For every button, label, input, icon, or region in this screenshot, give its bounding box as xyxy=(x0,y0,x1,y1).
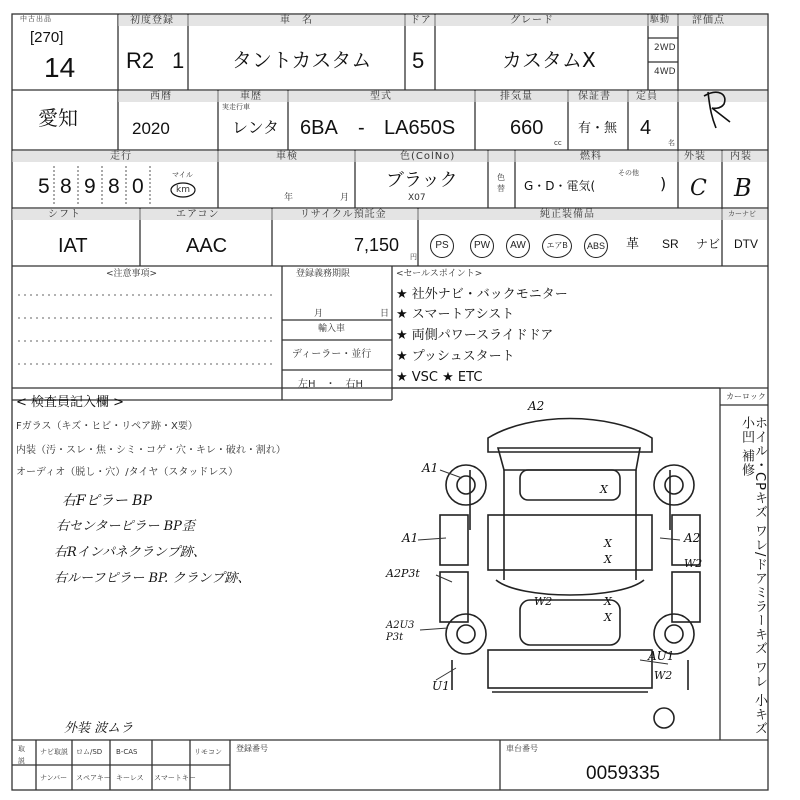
model-year: 2020 xyxy=(132,119,170,138)
mileage-unit: km xyxy=(176,185,190,195)
equip-airbag: エアB xyxy=(542,234,572,258)
fuel-other-label: その他 xyxy=(618,169,639,177)
footer-navi-manual: ナビ取説 xyxy=(40,748,68,756)
mileage-label: 走行 xyxy=(110,151,132,162)
purpose-label: 車歴 xyxy=(240,91,262,102)
drive-2wd: 2WD xyxy=(654,43,676,53)
first-reg-label: 初度登録 xyxy=(130,15,174,26)
ac-label: エアコン xyxy=(176,209,220,220)
notes-label: <注意事項> xyxy=(106,269,158,279)
reg-period-label: 登録義務期限 xyxy=(296,269,351,279)
footer-reg-label: 登録番号 xyxy=(236,744,268,753)
model-code: LA650S xyxy=(384,117,456,139)
inspector-note-1: 右Fピラー BP xyxy=(62,493,152,509)
footer-smart-key: スマートキー xyxy=(154,774,196,782)
mark-x-2: X xyxy=(604,537,612,550)
footer-left-label: 取 xyxy=(18,745,25,753)
exterior-label: 外装 xyxy=(684,151,706,162)
vin-number: 0059335 xyxy=(586,763,660,784)
navi-label: カーナビ xyxy=(728,210,756,218)
fuel-close: ) xyxy=(660,174,667,193)
equip-ps: PS xyxy=(430,234,454,258)
equip-aw: AW xyxy=(506,234,530,258)
mark-right-rear: AU1 xyxy=(648,649,675,663)
mark-x-1: X xyxy=(600,483,608,496)
shift: IAT xyxy=(58,235,88,257)
inspector-note-3: 右Rインパネクランプ跡、 xyxy=(54,545,206,560)
doors: 5 xyxy=(412,48,425,73)
grade: カスタムX xyxy=(502,48,596,72)
displacement-label: 排気量 xyxy=(500,91,533,102)
mileage-digit-4: 8 xyxy=(108,175,120,198)
capacity: 4 xyxy=(640,117,652,139)
mark-right-rear2: W2 xyxy=(654,669,673,682)
mileage-unit-top: マイル xyxy=(172,171,193,179)
mark-top: A2 xyxy=(528,399,545,413)
footer-vin-label: 車台番号 xyxy=(506,744,538,753)
equip-tv: DTV xyxy=(734,237,758,251)
sales-point-3: ★ 両側パワースライドドア xyxy=(396,328,554,343)
equip-abs: ABS xyxy=(584,234,608,258)
color-change-label: 色替 xyxy=(497,173,505,193)
mileage-digit-3: 9 xyxy=(84,175,96,198)
model-label: 型式 xyxy=(370,91,392,102)
recycle-unit: 円 xyxy=(410,253,417,261)
ac: AAC xyxy=(186,235,228,257)
import-options: ディーラー・並行 xyxy=(292,349,372,360)
inspection-year-unit: 年 xyxy=(284,193,294,203)
import-label: 輸入車 xyxy=(318,324,346,334)
inspector-note-4: 右ルーフピラー BP. クランプ跡、 xyxy=(54,571,251,586)
inspector-audio-tire: オーディオ（脱し・穴）/タイヤ（スタッドレス） xyxy=(16,467,239,478)
fuel-label: 燃料 xyxy=(580,151,602,162)
color-label: 色(ColNo) xyxy=(400,151,456,162)
warranty: 有・無 xyxy=(578,121,618,136)
purpose-note: 実走行車 xyxy=(222,103,250,111)
color: ブラック xyxy=(386,170,458,191)
footer-number: ナンバー xyxy=(40,774,68,782)
drive-4wd: 4WD xyxy=(654,67,676,77)
inspector-glass: Fガラス（キズ・ヒビ・リペア跡・X要） xyxy=(16,421,198,432)
inspector-note-5: 外装 波ムラ xyxy=(64,721,134,736)
color-no: X07 xyxy=(408,193,426,203)
mark-left-bottom: U1 xyxy=(432,679,450,693)
side-panel-label: カーロック xyxy=(726,392,766,401)
recycle-label: リサイクル預託金 xyxy=(300,209,387,220)
inspector-note-2: 右センターピラー BP歪 xyxy=(56,519,195,534)
mark-left-front: A1 xyxy=(422,461,439,475)
score xyxy=(700,96,701,97)
inspector-title: < 検査員記入欄 > xyxy=(16,395,125,410)
recycle-fee: 7,150 xyxy=(354,235,400,255)
fuel: G・D・電気( xyxy=(524,179,596,193)
reg-month-unit: 月 xyxy=(314,309,324,319)
lot-number: 14 xyxy=(44,52,76,83)
car-name-label: 車 名 xyxy=(280,15,313,26)
model-dash: - xyxy=(358,117,365,139)
model-prefix: 6BA xyxy=(300,117,338,139)
interior-grade: B xyxy=(734,174,752,202)
shift-label: シフト xyxy=(48,209,81,220)
mark-center: W2 xyxy=(534,595,553,608)
footer-bcas: B-CAS xyxy=(116,748,138,756)
reg-era: R2 xyxy=(126,48,155,73)
door-label: ドア xyxy=(410,15,432,26)
capacity-label: 定員 xyxy=(636,91,658,102)
sales-point-label: <セールスポイント> xyxy=(396,269,483,279)
mark-x-3: X xyxy=(604,553,612,566)
year-label: 西暦 xyxy=(150,91,172,102)
mileage-digit-1: 5 xyxy=(38,175,50,198)
mark-x-4: X xyxy=(604,595,612,608)
equipment-label: 純正装備品 xyxy=(540,209,595,220)
exterior-grade: C xyxy=(690,176,707,201)
mark-left-mid: A1 xyxy=(402,531,419,545)
mark-left-sill: A2P3t xyxy=(386,567,420,580)
inspection-label: 車検 xyxy=(276,151,298,162)
equip-sr: SR xyxy=(662,237,679,251)
reg-month: 1 xyxy=(172,48,185,73)
grade-label: グレード xyxy=(510,15,554,26)
footer-spare-key: スペアキー xyxy=(76,774,111,782)
side-panel-text: ホイル・CPキズ ワレ/ドアミラーキズ ワレ 小キズ 小凹 補修 xyxy=(739,416,767,736)
displacement: 660 xyxy=(510,117,544,139)
sales-point-1: ★ 社外ナビ・バックモニター xyxy=(396,287,568,302)
mark-left-rear: A2U3 P3t xyxy=(386,620,415,643)
sales-point-5: ★ VSC ★ ETC xyxy=(396,370,483,385)
footer-left-label-2: 説 xyxy=(18,757,25,765)
sales-point-4: ★ プッシュスタート xyxy=(396,349,515,364)
steering-options: 左H ・ 右H xyxy=(298,379,364,390)
lot-header: 中古出品 xyxy=(20,15,52,23)
interior-label: 内装 xyxy=(730,151,752,162)
inspection-month-unit: 月 xyxy=(340,193,350,203)
warranty-label: 保証書 xyxy=(578,91,611,102)
footer-keyless: キーレス xyxy=(116,774,144,782)
mark-x-5: X xyxy=(604,611,612,624)
reg-day-unit: 日 xyxy=(380,309,390,319)
displacement-unit: cc xyxy=(554,139,562,147)
drive-label: 駆動 xyxy=(650,15,671,25)
mileage-digit-5: 0 xyxy=(132,175,144,198)
footer-rom-sd: ロム/SD xyxy=(76,748,103,756)
car-name: タントカスタム xyxy=(232,48,372,72)
equip-navi: ナビ xyxy=(696,237,721,251)
lot-prefix: [270] xyxy=(30,29,64,46)
sales-point-2: ★ スマートアシスト xyxy=(396,307,515,322)
region: 愛知 xyxy=(38,106,78,130)
mileage-digit-2: 8 xyxy=(60,175,72,198)
mark-right-mid2: W2 xyxy=(684,557,703,570)
footer-remote: リモコン xyxy=(194,748,222,756)
capacity-unit: 名 xyxy=(668,139,675,147)
score-label: 評価点 xyxy=(692,15,725,26)
equip-leather: 革 xyxy=(626,237,640,252)
mark-right-mid: A2 xyxy=(684,531,701,545)
purpose: レンタ xyxy=(232,118,279,137)
equip-pw: PW xyxy=(470,234,494,258)
inspector-interior: 内装（汚・スレ・焦・シミ・コゲ・穴・キレ・破れ・割れ） xyxy=(16,445,286,456)
